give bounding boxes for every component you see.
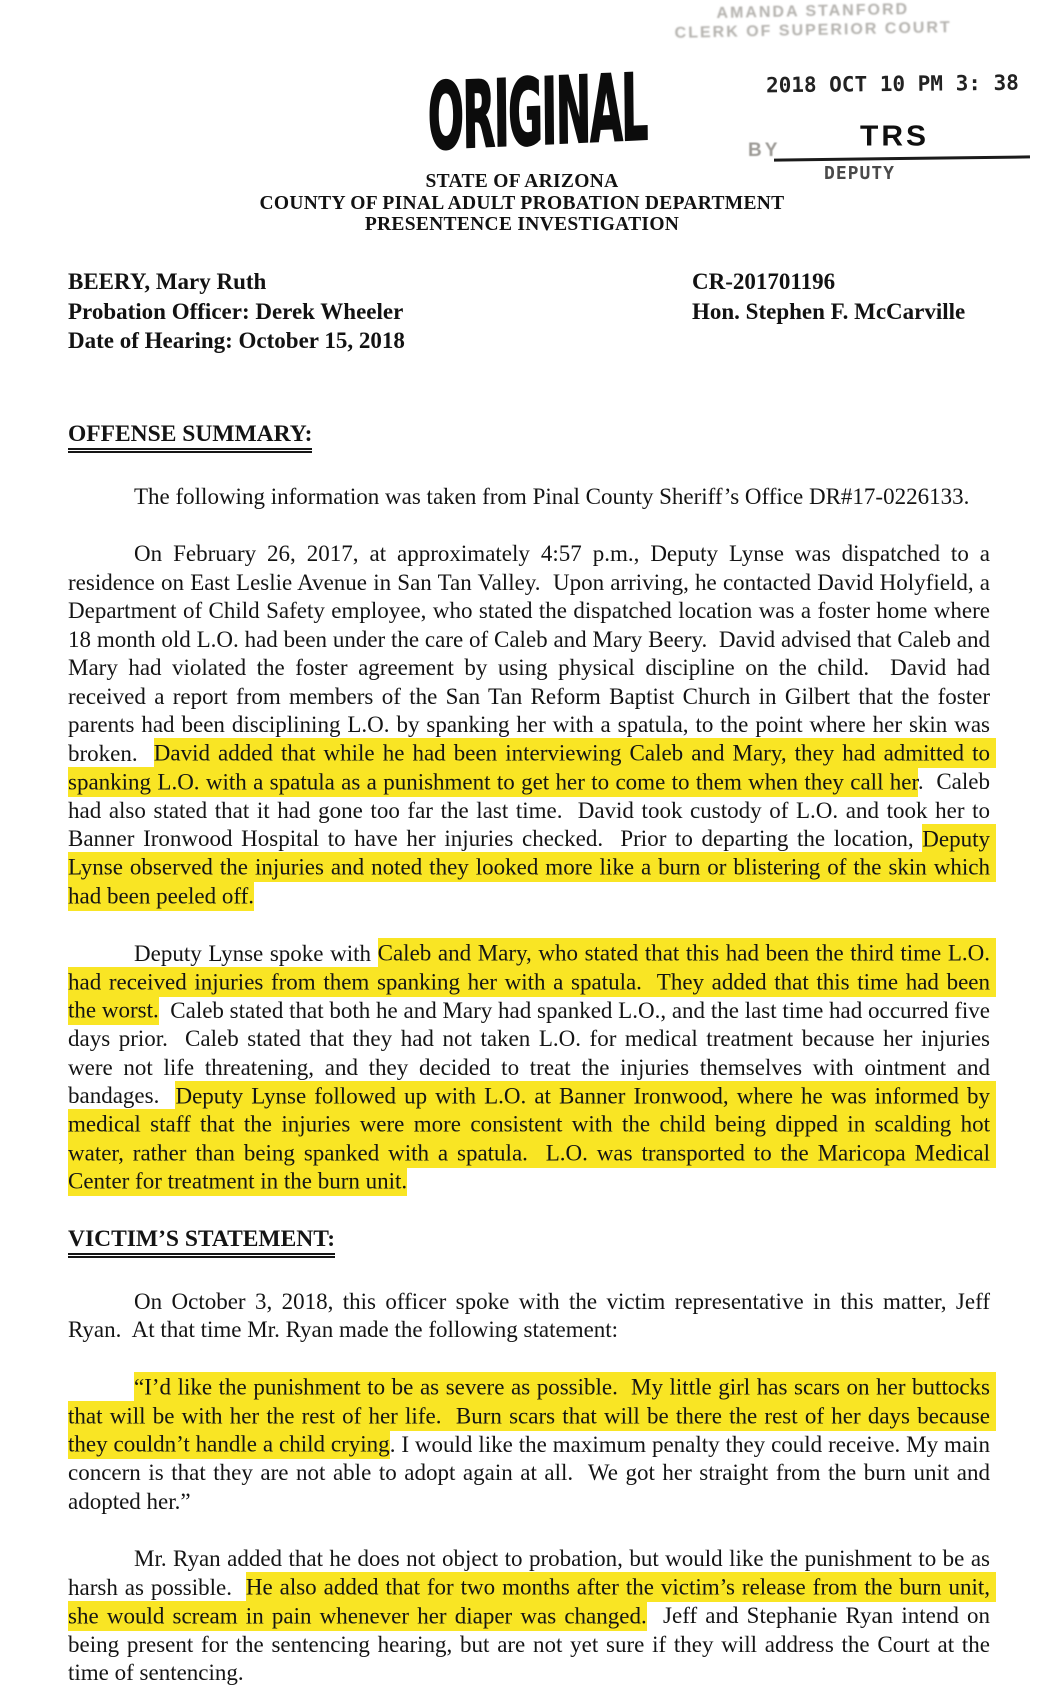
header-state: STATE OF ARIZONA	[425, 171, 619, 192]
by-label: BY	[748, 140, 781, 161]
paragraph	[68, 1374, 996, 1517]
hearing-date: Date of Hearing: October 15, 2018	[68, 328, 405, 353]
paragraph	[68, 540, 996, 911]
body-text: . Caleb had also stated that it had gone too far the last time. David took custody of L.O. and took her to Banner Ironwood Hospital to have her injuries checked. Prior to departing the location,	[68, 769, 996, 851]
header-report-type: PRESENTENCE INVESTIGATION	[364, 214, 680, 235]
deputy-label: DEPUTY	[824, 163, 896, 184]
deputy-initials: TRS	[860, 120, 929, 153]
signature-line	[774, 155, 1030, 161]
body-text: Deputy Lynse spoke with	[134, 940, 378, 966]
body-text: The following information was taken from Pinal County Sheriff’s Office DR#17-0226133.	[134, 483, 970, 509]
paragraph	[68, 483, 990, 512]
clerk-name: AMANDA STANFORD	[716, 0, 910, 23]
highlighted-text: Deputy Lynse observed the injuries and noted they looked more like a burn or blistering of the skin which had been peeled off.	[68, 824, 996, 911]
paragraph	[68, 1288, 996, 1345]
section-heading	[68, 1225, 990, 1254]
highlighted-text: He also added that for two months after the victim’s release from the burn unit, she would scream in pain whenever her diaper was changed.	[68, 1572, 996, 1631]
judge-name: Hon. Stephen F. McCarville	[692, 298, 966, 324]
header-county: COUNTY OF PINAL ADULT PROBATION DEPARTMENT	[259, 192, 785, 214]
original-stamp: ORIGINAL	[427, 54, 648, 171]
filing-date-stamp: 2018 OCT 10 PM 3: 38	[765, 70, 1019, 98]
highlighted-text: “I’d like the punishment to be as severe as possible. My little girl has scars on her buttocks that will be with her the rest of her life. Burn scars that will be there the rest of her days because they couldn’t handle a child crying	[68, 1372, 996, 1459]
section-heading	[68, 420, 990, 449]
section-heading-text: OFFENSE SUMMARY:	[68, 421, 312, 453]
body-text: Jeff and Stephanie Ryan intend on being present for the sentencing hearing, but are not yet sure if they will address the Court at the time of sentencing.	[68, 1603, 996, 1685]
case-info-right	[692, 267, 965, 326]
paragraph	[68, 940, 996, 1197]
highlighted-text: David added that while he had been interviewing Caleb and Mary, they had admitted to spanking L.O. with a spatula as a punishment to get her to come to them when they call her	[68, 738, 996, 797]
paragraph	[68, 1545, 996, 1688]
case-number: CR-201701196	[692, 269, 836, 294]
clerk-filing-stamp	[638, 0, 989, 44]
highlighted-text: Deputy Lynse followed up with L.O. at Banner Ironwood, where he was informed by medical staff that the injuries were more consistent with the child being dipped in scalding hot water, rather than being spanked with a spatula. L.O. was transported to the Maricopa Medical Center for treatment in the burn unit.	[68, 1081, 996, 1197]
probation-officer: Probation Officer: Derek Wheeler	[68, 298, 404, 324]
body-text: Caleb stated that both he and Mary had spanked L.O., and the last time had occurred five days prior. Caleb stated that they had not taken L.O. for medical treatment because her injuries were not life threatening, and they decided to treat the injuries themselves with ointment and bandages.	[68, 997, 996, 1108]
body-text: . I would like the maximum penalty they could receive. My main concern is that they are not able to adopt again at all. We got her straight from the burn unit and adopted her.”	[68, 1431, 996, 1514]
department-header	[0, 171, 1044, 236]
body-text: On February 26, 2017, at approximately 4:57 p.m., Deputy Lynse was dispatched to a residence on East Leslie Avenue in San Tan Valley. Upon arriving, he contacted David Holyfield, a Department of Child Safety employee, who stated the dispatched location was a foster home where 18 month old L.O. had been under the care of Caleb and Mary Beery. David advised that Caleb and Mary had violated the foster agreement by using physical discipline on the child. David had received a report from members of the San Tan Reform Baptist Church in Gilbert that the foster parents had been disciplining L.O. by spanking her with a spatula, to the point where her skin was broken.	[68, 541, 996, 766]
case-info-left	[68, 267, 405, 356]
clerk-title: CLERK OF SUPERIOR COURT	[674, 19, 952, 42]
document-body	[68, 420, 996, 1702]
defendant-name: BEERY, Mary Ruth	[68, 269, 267, 294]
highlighted-text: Caleb and Mary, who stated that this had been the third time L.O. had received injuries from them spanking her with a spatula. They added that this time had been the worst.	[68, 938, 996, 1025]
body-text: Mr. Ryan added that he does not object to probation, but would like the punishment to be as harsh as possible.	[68, 1546, 996, 1600]
section-heading-text: VICTIM’S STATEMENT:	[68, 1226, 335, 1258]
body-text: On October 3, 2018, this officer spoke with the victim representative in this matter, Jeff Ryan. At that time Mr. Ryan made the following statement:	[68, 1288, 996, 1342]
